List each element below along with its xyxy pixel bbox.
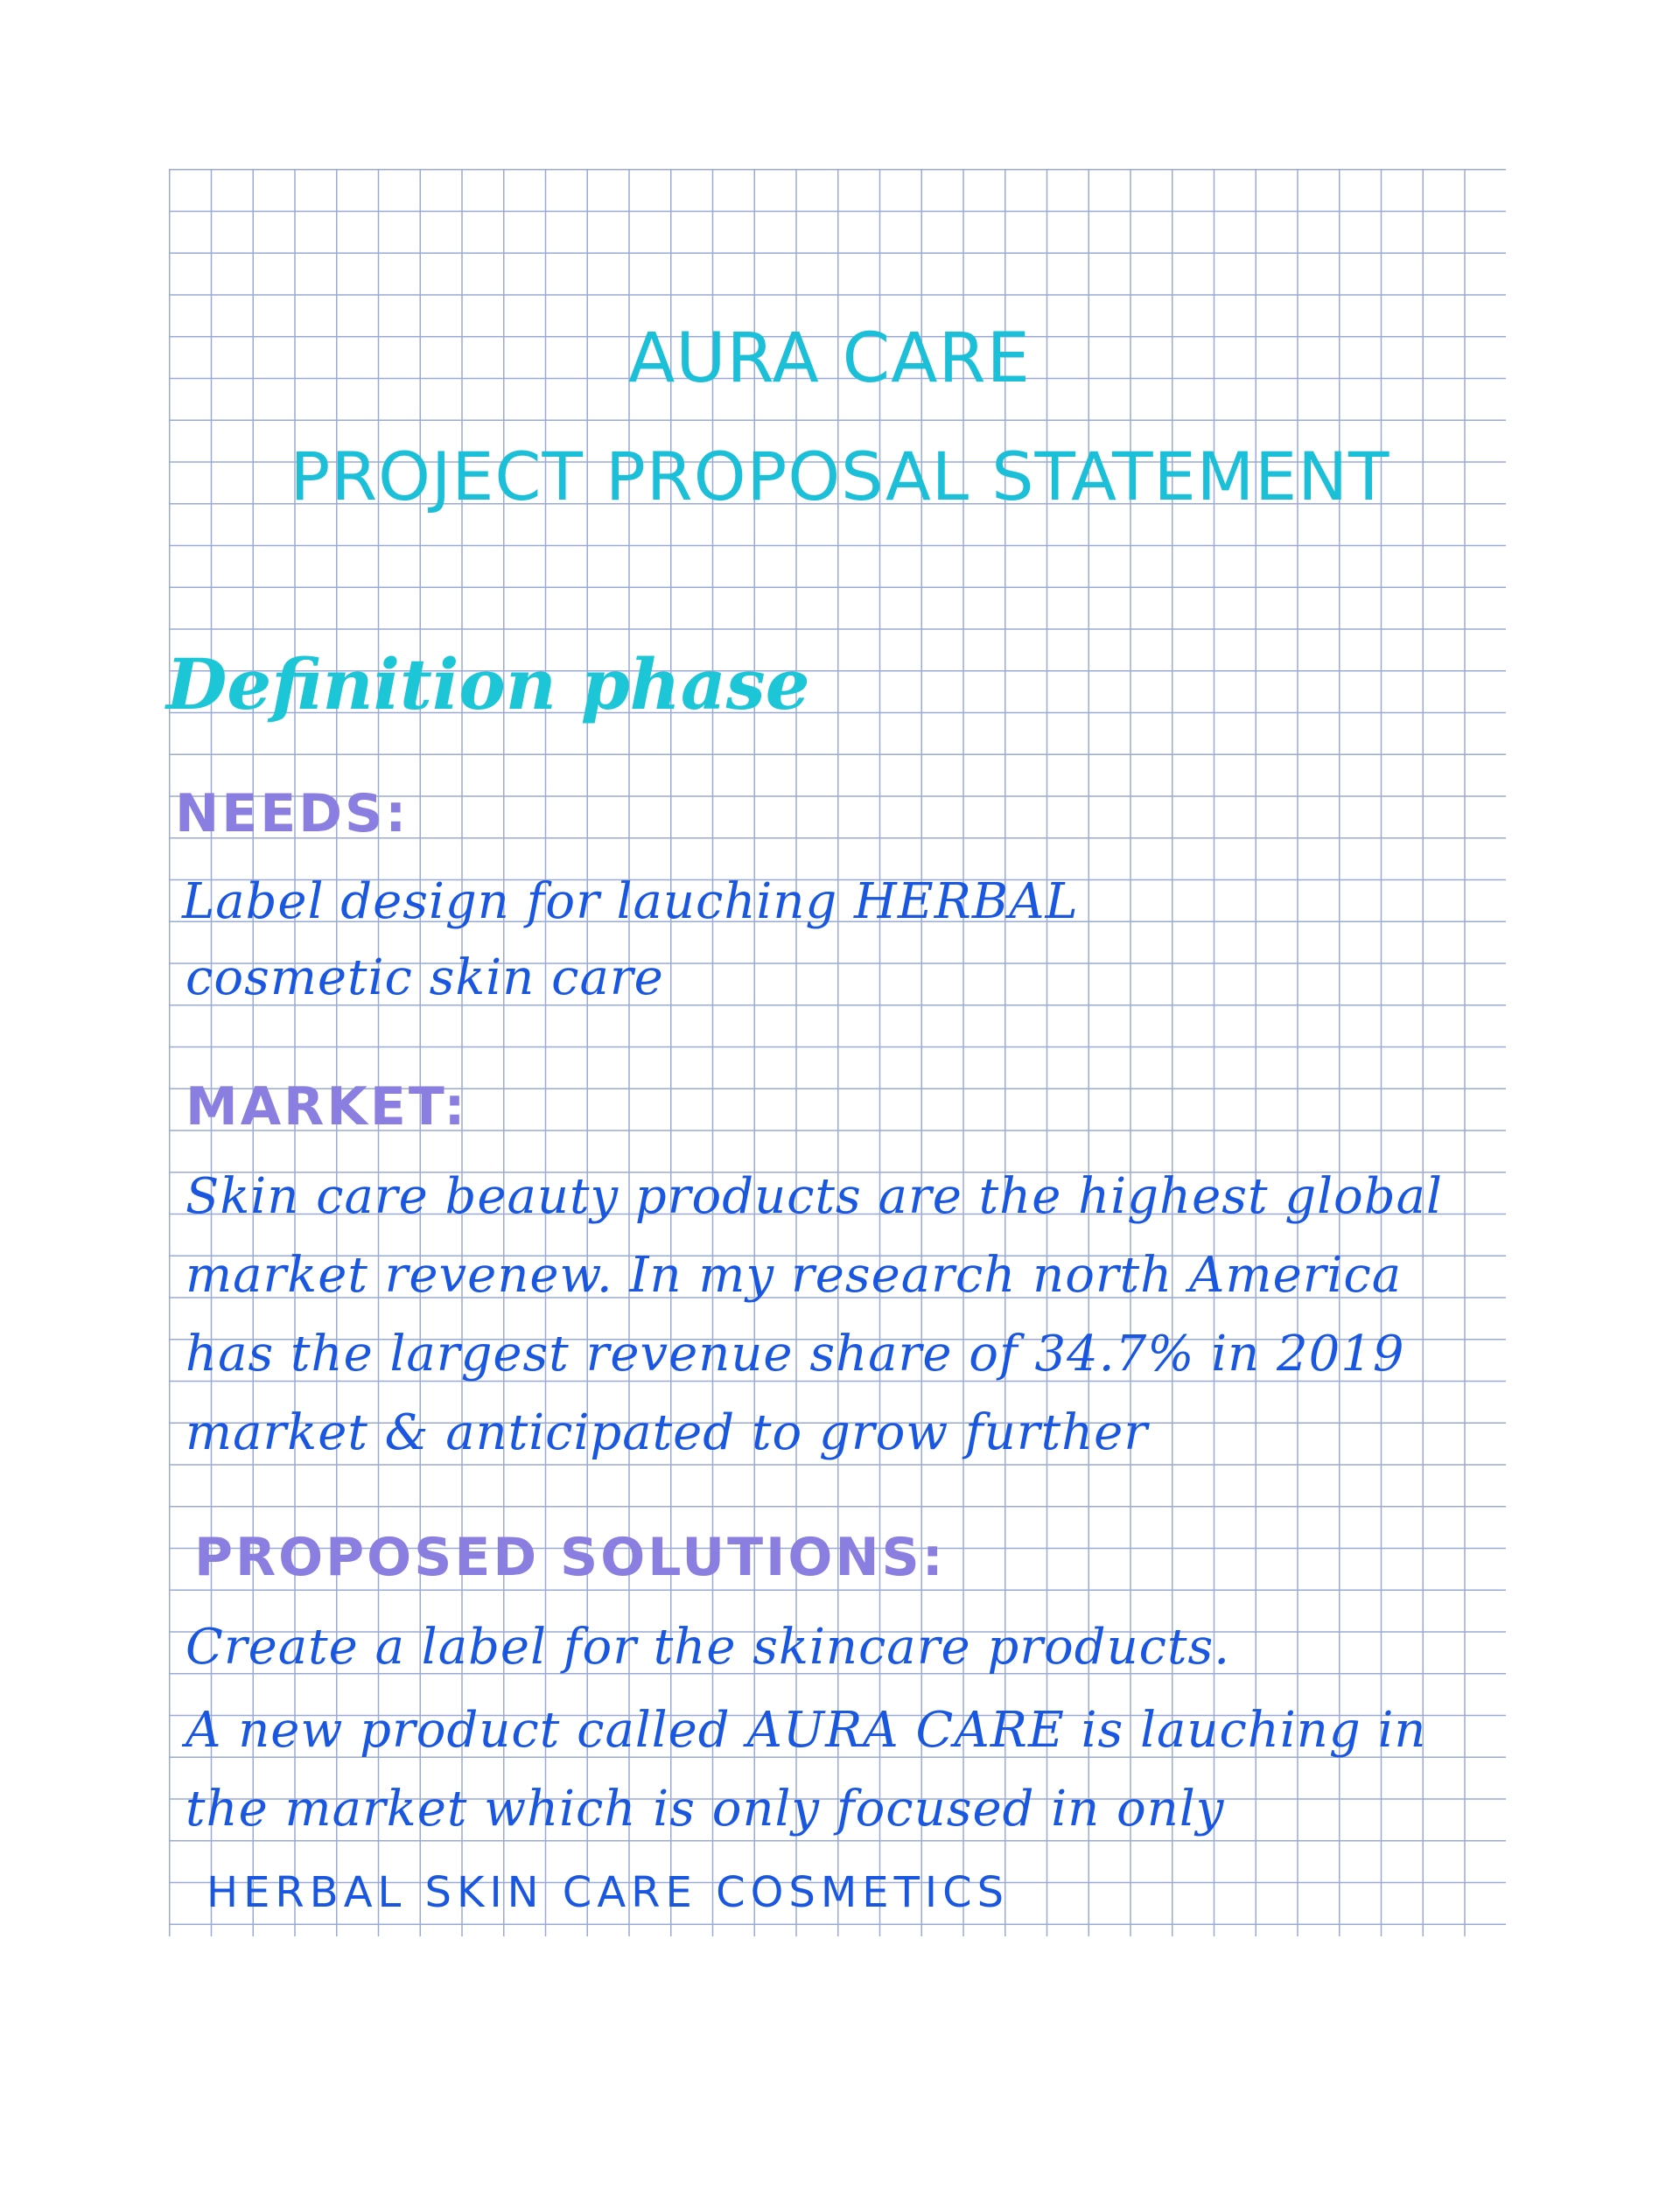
solutions-line-4: HERBAL SKIN CARE COSMETICS	[206, 1868, 1010, 1917]
solutions-line-2: A new product called AURA CARE is lauching in	[186, 1702, 1427, 1759]
market-line-3: has the largest revenue share of 34.7% in 2019	[186, 1326, 1405, 1382]
market-line-2: market revenew. In my research north America	[186, 1247, 1403, 1304]
market-label: MARKET:	[186, 1076, 468, 1138]
document-subtitle: PROJECT PROPOSAL STATEMENT	[290, 438, 1390, 515]
solutions-line-1: Create a label for the skincare products.	[186, 1619, 1231, 1676]
needs-line-1: Label design for lauching HERBAL	[182, 873, 1079, 930]
proposed-solutions-label: PROPOSED SOLUTIONS:	[194, 1527, 946, 1588]
phase-heading: Definition phase	[166, 643, 810, 725]
market-line-1: Skin care beauty products are the highest global	[186, 1168, 1443, 1225]
needs-label: NEEDS:	[175, 783, 410, 844]
solutions-line-3: the market which is only focused in only	[186, 1781, 1225, 1838]
document-title: AURA CARE	[628, 319, 1031, 398]
market-line-4: market & anticipated to grow further	[186, 1404, 1149, 1461]
needs-line-2: cosmetic skin care	[186, 949, 664, 1006]
